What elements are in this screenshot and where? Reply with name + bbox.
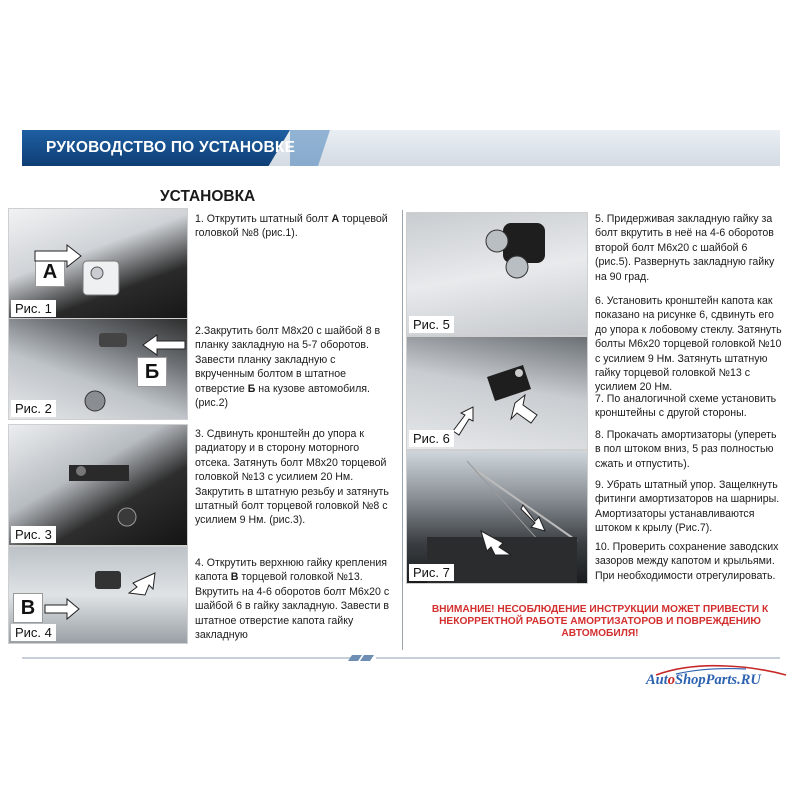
footer-divider — [22, 654, 780, 662]
brand-logo: AutoShopParts.RU — [646, 666, 796, 688]
photo-fig-2 — [8, 318, 188, 420]
photo-fig-3 — [8, 424, 188, 546]
header-banner — [22, 130, 780, 166]
section-title: УСТАНОВКА — [160, 188, 256, 205]
marker-b: Б — [137, 357, 167, 387]
step-4: 4. Открутить верхнюю гайку крепления капота В торцевой головкой №13. Вкрутить на 4-6 оборотов болт М6х20 с шайбой 6 в гайку закладную. Завести в штатное отверстие капота гайку закладную — [195, 557, 390, 642]
caption-fig-4: Рис. 4 — [11, 624, 56, 641]
step-10: 10. Проверить сохранение заводских зазоров между капотом и крыльями. При необходимости отрегулировать. — [595, 541, 779, 582]
step-9: 9. Убрать штатный упор. Защелкнуть фитинги амортизаторов на шарниры. Амортизаторы устанавливаются штоком к крылу (Рис.7). — [595, 479, 780, 535]
page-title: РУКОВОДСТВО ПО УСТАНОВКЕ — [46, 139, 296, 156]
caption-fig-3: Рис. 3 — [11, 526, 56, 543]
step-8: 8. Прокачать амортизаторы (упереть в пол штоком вниз, 5 раз полностью сжать и отпустить). — [595, 429, 777, 470]
marker-v: В — [13, 593, 43, 623]
photo-fig-7 — [406, 450, 588, 584]
step-2: 2.Закрутить болт М8х20 с шайбой 8 в планку закладную на 5-7 оборотов. Завести планку закладную с вкрученным болтом в штатное отверстие Б на кузове автомобиля. (рис.2) — [195, 325, 381, 410]
photo-fig-4 — [8, 546, 188, 644]
caption-fig-6: Рис. 6 — [409, 430, 454, 447]
marker-a: А — [35, 257, 65, 287]
column-divider — [402, 210, 403, 650]
step-6: 6. Установить кронштейн капота как показано на рисунке 6, сдвинуть его до упора к лобовому стеклу. Затянуть болты М6х20 торцевой головкой №10 с усилием 9 Нм. Затянуть штатную гайку торцевой головкой №13 с усилием 20 Нм. — [595, 295, 782, 394]
caption-fig-1: Рис. 1 — [11, 300, 56, 317]
photo-fig-5 — [406, 212, 588, 336]
photo-fig-6 — [406, 336, 588, 450]
step-5: 5. Придерживая закладную гайку за болт вкрутить в неё на 4-6 оборотов второй болт М6х20 с шайбой 6 (рис.5). Развернуть закладную гайку на 90 град. — [595, 213, 775, 283]
warning-text: ВНИМАНИЕ! НЕСОБЛЮДЕНИЕ ИНСТРУКЦИИ МОЖЕТ ПРИВЕСТИ К НЕКОРРЕКТНОЙ РАБОТЕ АМОРТИЗАТОРОВ И ПОВРЕЖДЕНИЮ АВТОМОБИЛЯ! — [431, 604, 769, 639]
step-7: 7. По аналогичной схеме установить кронштейны с другой стороны. — [595, 393, 777, 420]
caption-fig-5: Рис. 5 — [409, 316, 454, 333]
step-1: 1. Открутить штатный болт А торцевой головкой №8 (рис.1). — [195, 213, 388, 240]
step-3: 3. Сдвинуть кронштейн до упора к радиатору и в сторону моторного отсека. Затянуть болт М8х20 торцевой головкой №13 с усилием 20 Нм. Закрутить в штатную резьбу и затянуть штатный болт торцевой головкой №8 с усилием 9 Нм. (рис.3). — [195, 428, 389, 527]
caption-fig-7: Рис. 7 — [409, 564, 454, 581]
photo-fig-1 — [8, 208, 188, 320]
caption-fig-2: Рис. 2 — [11, 400, 56, 417]
